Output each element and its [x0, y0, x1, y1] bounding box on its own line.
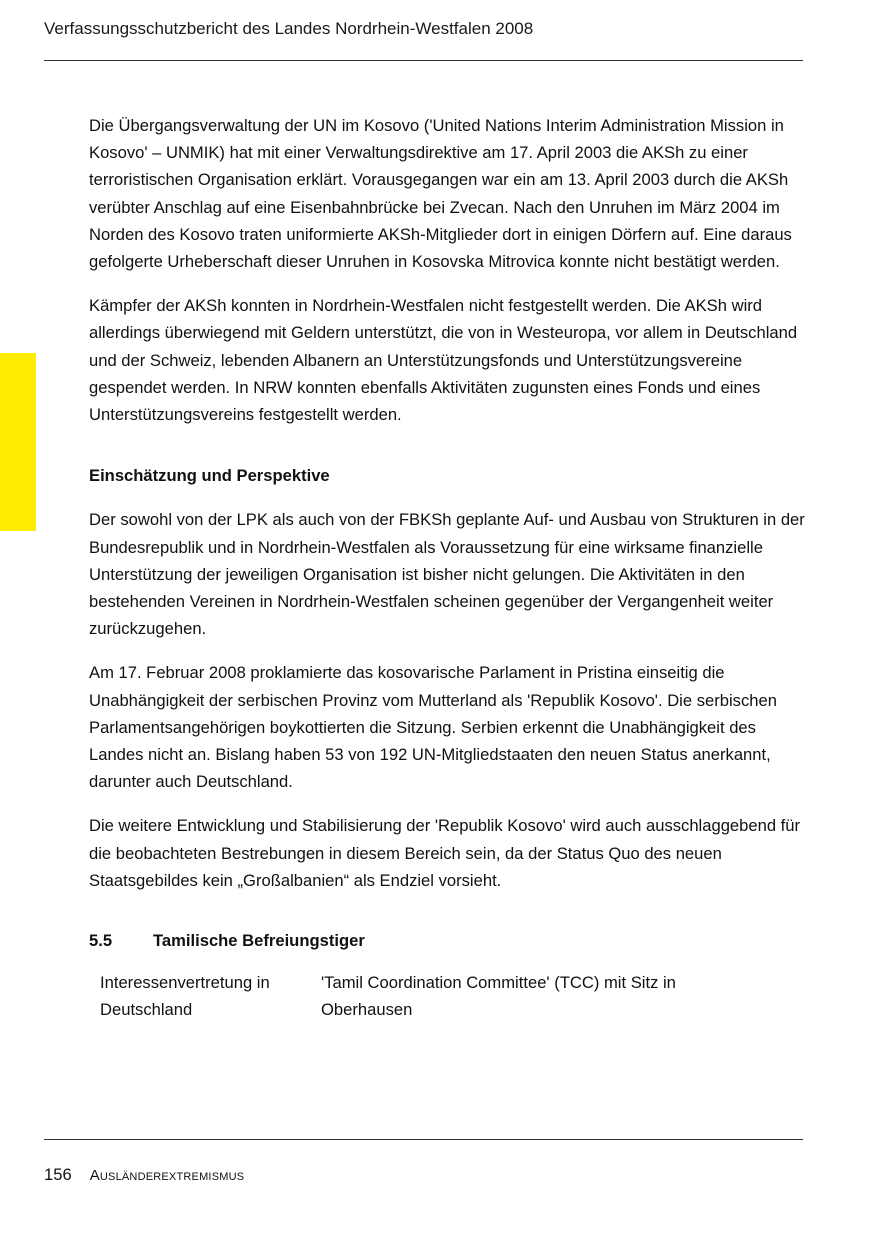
paragraph-outlook: Die weitere Entwicklung und Stabilisierung der 'Republik Kosovo' wird auch ausschlaggebend für die beobachteten Bestrebungen in diesem Bereich sein, da der Status Quo des neuen Staatsgebildes kein „Großalbanien“ als Endziel vorsieht.: [89, 816, 801, 890]
chapter-title: Ausländerextremismus: [89, 1167, 245, 1184]
paragraph-structures: Der sowohl von der LPK als auch von der FBKSh geplante Auf- und Ausbau von Strukturen in der Bundesrepublik und in Nordrhein-Westfalen als Voraussetzung für eine wirksame finanzielle Unterstützung der jeweiligen Organisation ist bisher nicht gelungen. Die Aktivitäten in den bestehenden Vereinen in Nordrhein-Westfalen scheinen gegenüber der Vergangenheit weiter zurückzugehen.: [89, 510, 805, 639]
chapter-marker-tab: [0, 353, 36, 531]
table-value-cell: 'Tamil Coordination Committee' (TCC) mit Sitz in Oberhausen: [321, 973, 676, 1020]
footer-rule: [44, 1139, 803, 1140]
section-number: 5.5: [89, 931, 113, 951]
assessment-heading: Einschätzung und Perspektive: [89, 466, 330, 486]
header-rule: [44, 60, 803, 61]
organisation-info-table: [100, 969, 741, 1023]
paragraph-aksh-nrw: Kämpfer der AKSh konnten in Nordrhein-Westfalen nicht festgestellt werden. Die AKSh wird allerdings überwiegend mit Geldern unterstützt, die von in Westeuropa, vor allem in Deutschland und der Schweiz, lebenden Albanern an Unterstützungsfonds und Unterstützungsvereine gespendet werden. In NRW konnten ebenfalls Aktivitäten zugunsten eines Fonds und eines Unterstützungsvereins festgestellt werden.: [89, 296, 798, 425]
page-footer: [44, 1164, 244, 1187]
table-label-cell: Interessenvertretung in Deutschland: [100, 973, 270, 1020]
main-content: [89, 112, 805, 1024]
section-heading: [89, 927, 805, 954]
paragraph-independence: Am 17. Februar 2008 proklamierte das kosovarische Parlament in Pristina einseitig die Unabhängigkeit der serbischen Provinz vom Mutterland als 'Republik Kosovo'. Die serbischen Parlamentsangehörigen boykottierten die Sitzung. Serbien erkennt die Unabhängigkeit des Landes nicht an. Bislang haben 53 von 192 UN-Mitgliedstaaten den neuen Status anerkannt, darunter auch Deutschland.: [89, 663, 777, 792]
section-title: Tamilische Befreiungstiger: [153, 931, 365, 951]
table-row: [100, 969, 741, 1023]
running-header: Verfassungsschutzbericht des Landes Nordrhein-Westfalen 2008: [44, 19, 534, 38]
page-number: 156: [44, 1165, 72, 1184]
paragraph-unmik: Die Übergangsverwaltung der UN im Kosovo ('United Nations Interim Administration Mission in Kosovo' – UNMIK) hat mit einer Verwaltungsdirektive am 17. April 2003 die AKSh zu einer terroristischen Organisation erklärt. Vorausgegangen war ein am 13. April 2003 durch die AKSh verübter Anschlag auf eine Eisenbahnbrücke bei Zvecan. Nach den Unruhen im März 2004 im Norden des Kosovo traten uniformierte AKSh-Mitglieder dort in einigen Dörfern auf. Eine daraus gefolgerte Urheberschaft dieser Unruhen in Kosovska Mitrovica konnte nicht bestätigt werden.: [89, 116, 792, 272]
